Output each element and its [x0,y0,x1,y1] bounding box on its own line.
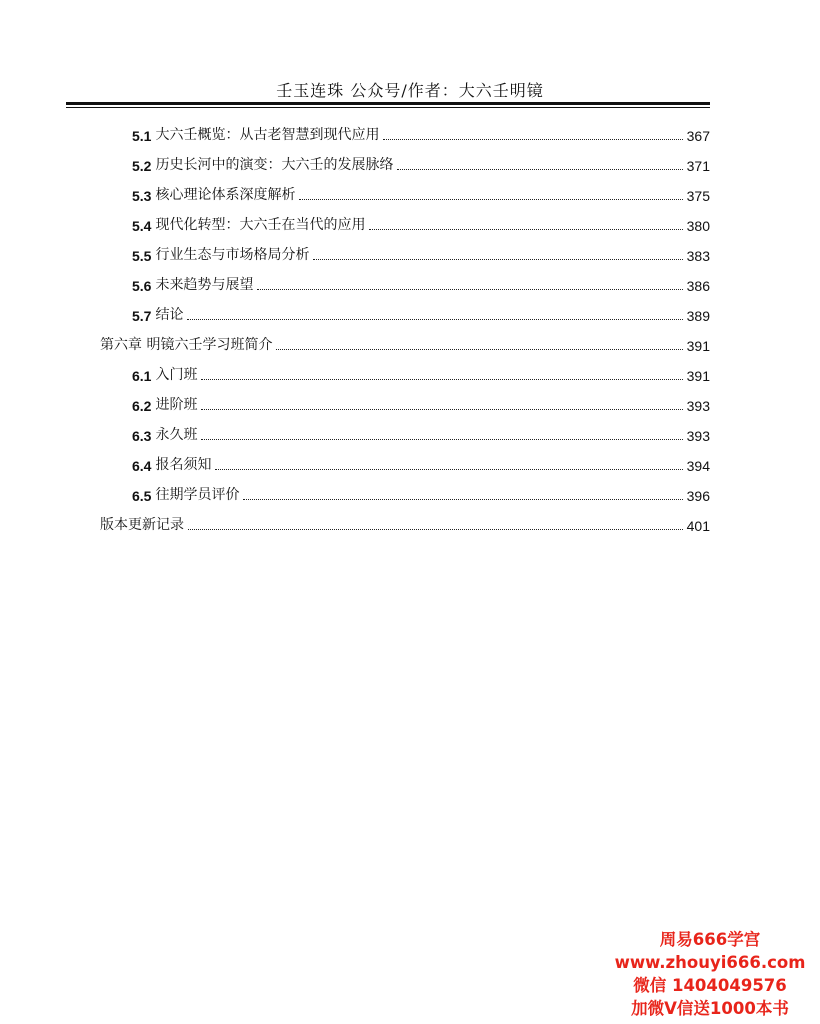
header-rule-thick [66,102,710,105]
toc-entry[interactable] [132,148,710,174]
toc-dot-leader [201,378,682,380]
toc-entry-page: 367 [686,128,710,144]
toc-entry[interactable] [132,478,710,504]
watermark-url: www.zhouyi666.com [614,953,806,972]
toc-entry-number: 5.2 [132,158,152,174]
toc-entry-title: 大六壬概览：从古老智慧到现代应用 [155,127,380,143]
watermark-line: 微信 1404049576 [633,976,787,995]
toc-entry-page: 389 [686,308,710,324]
toc-entry-number: 6.3 [132,428,152,444]
toc-entry[interactable] [132,448,710,474]
toc-entry-title: 第六章 明镜六壬学习班简介 [100,337,273,353]
toc-entry-number: 6.2 [132,398,152,414]
toc-entry[interactable] [132,118,710,144]
toc-entry-page: 375 [686,188,710,204]
toc-entry-page: 380 [686,218,710,234]
watermark-line: 加微V信送1000本书 [631,999,789,1018]
header-rule-thin [66,107,710,108]
toc-entry-page: 401 [686,518,710,534]
toc-entry-title: 永久班 [155,427,198,443]
toc-entry[interactable] [132,298,710,324]
toc-dot-leader [187,318,682,320]
toc-entry-page: 371 [686,158,710,174]
toc-entry-number: 6.5 [132,488,152,504]
toc-entry-page: 396 [686,488,710,504]
watermark-stamp [610,928,810,1020]
toc-entry-title: 结论 [155,307,184,323]
toc-entry-title: 核心理论体系深度解析 [155,187,296,203]
toc-entry-number: 5.6 [132,278,152,294]
toc-entry[interactable] [132,358,710,384]
toc-entry[interactable] [132,388,710,414]
toc-entry-title: 现代化转型：大六壬在当代的应用 [155,217,366,233]
toc-entry-number: 6.1 [132,368,152,384]
toc-dot-leader [383,138,682,140]
toc-dot-leader [188,528,683,530]
toc-entry-title: 版本更新记录 [100,517,184,533]
toc-entry-page: 391 [686,368,710,384]
toc-entry-title: 历史长河中的演变：大六壬的发展脉络 [155,157,394,173]
toc-entry-page: 386 [686,278,710,294]
toc-entry[interactable] [132,268,710,294]
toc-entry-page: 393 [686,398,710,414]
toc-entry-number: 5.1 [132,128,152,144]
toc-dot-leader [369,228,682,230]
toc-entry[interactable] [132,238,710,264]
toc-entry[interactable] [132,208,710,234]
toc-entry-page: 391 [686,338,710,354]
toc-entry-page: 383 [686,248,710,264]
toc-entry-title: 报名须知 [155,457,212,473]
toc-dot-leader [276,348,682,350]
toc-dot-leader [243,498,682,500]
toc-entry-title: 行业生态与市场格局分析 [155,247,310,263]
toc-dot-leader [215,468,682,470]
toc-dot-leader [397,168,682,170]
watermark-line: 周易666学宫 [659,930,761,949]
toc-entry-number: 6.4 [132,458,152,474]
toc-entry-title: 进阶班 [155,397,198,413]
toc-entry-number: 5.7 [132,308,152,324]
toc-chapter-entry[interactable] [100,328,710,354]
toc-entry-title: 未来趋势与展望 [155,277,254,293]
toc-entry-title: 往期学员评价 [155,487,240,503]
toc-dot-leader [299,198,682,200]
toc-entry[interactable] [132,178,710,204]
toc-entry-page: 394 [686,458,710,474]
toc-entry-page: 393 [686,428,710,444]
toc-dot-leader [257,288,682,290]
toc-chapter-entry[interactable] [100,508,710,534]
toc-entry-number: 5.3 [132,188,152,204]
toc-dot-leader [201,438,682,440]
toc-entry-number: 5.5 [132,248,152,264]
toc-entry-title: 入门班 [155,367,198,383]
toc-dot-leader [201,408,682,410]
toc-entry-number: 5.4 [132,218,152,234]
toc-dot-leader [313,258,682,260]
toc-entry[interactable] [132,418,710,444]
page-header-title: 壬玉连珠 公众号/作者：大六壬明镜 [276,81,544,100]
